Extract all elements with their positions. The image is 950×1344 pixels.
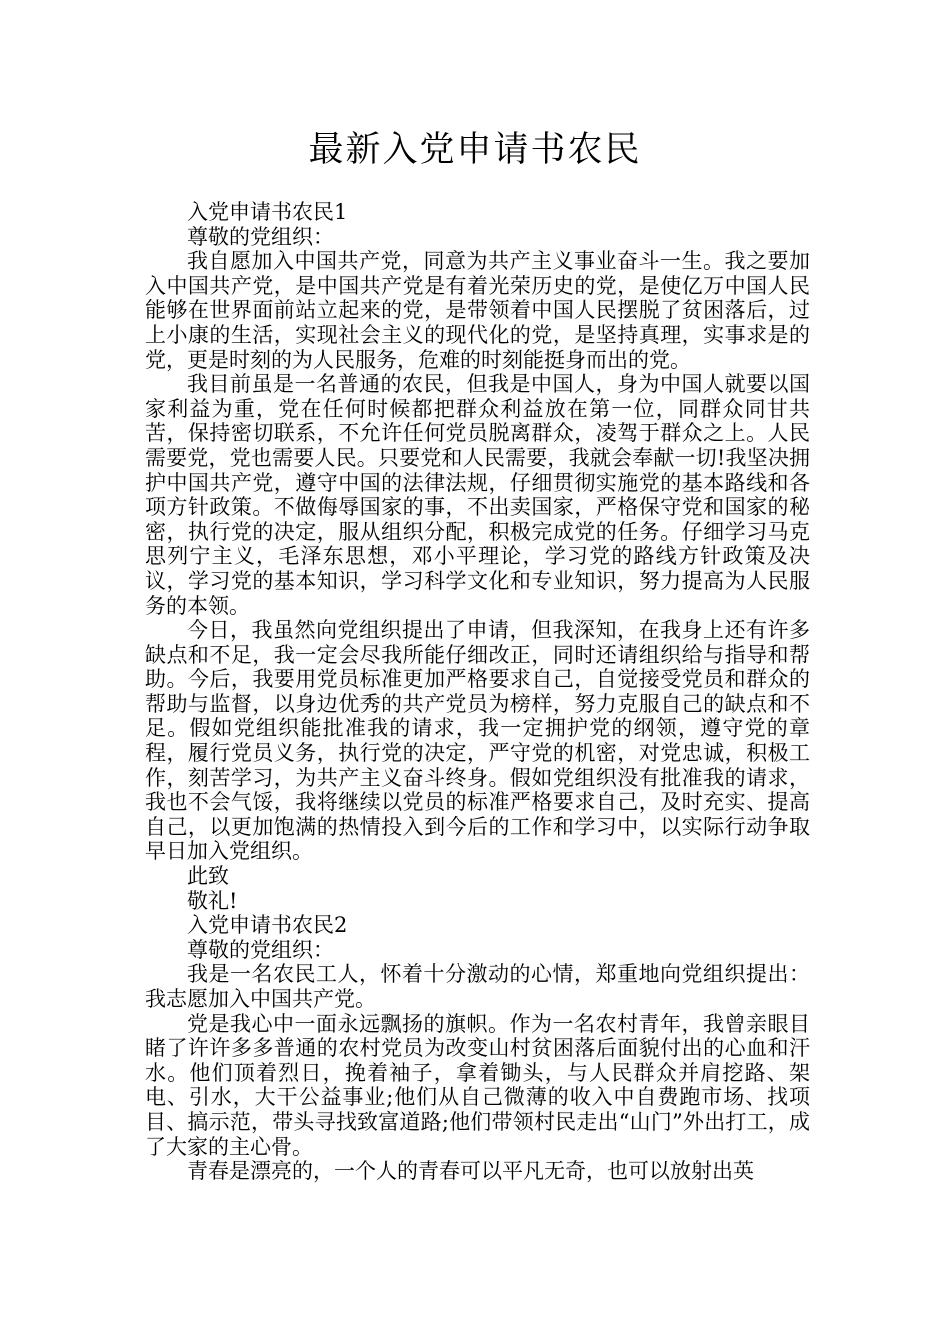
paragraph: 今日，我虽然向党组织提出了申请，但我深知，在我身上还有许多缺点和不足，我一定会尽我所能仔细改正，同时还请组织给与指导和帮助。今后，我要用党员标准更加严格要求自己，自觉接受党员和群众的帮助与监督，以身边优秀的共产党员为榜样，努力克服自己的缺点和不足。假如党组织能批准我的请求，我一定拥护党的纲领，遵守党的章程，履行党员义务，执行党的决定，严守党的机密，对党忠诚，积极工作，刻苦学习，为共产主义奋斗终身。假如党组织没有批准我的请求，我也不会气馁，我将继续以党员的标准严格要求自己，及时充实、提高自己，以更加饱满的热情投入到今后的工作和学习中，以实际行动争取早日加入党组织。 [145,618,810,864]
closing: 此致 [187,864,229,889]
salutation: 尊敬的党组织： [187,224,334,249]
closing: 敬礼! [187,888,238,913]
paragraph: 青春是漂亮的，一个人的青春可以平凡无奇，也可以放射出英 [187,1159,754,1184]
paragraph: 我是一名农民工人，怀着十分激动的心情，郑重地向党组织提出：我志愿加入中国共产党。 [145,962,810,1011]
document-body [145,200,810,1184]
salutation: 尊敬的党组织： [187,937,334,962]
paragraph: 我自愿加入中国共产党，同意为共产主义事业奋斗一生。我之要加入中国共产党，是中国共产党是有着光荣历史的党，是使亿万中国人民能够在世界面前站立起来的党，是带领着中国人民摆脱了贫困落后，过上小康的生活，实现社会主义的现代化的党，是坚持真理，实事求是的党，更是时刻的为人民服务，危难的时刻能挺身而出的党。 [145,249,810,372]
paragraph: 党是我心中一面永远飘扬的旗帜。作为一名农村青年，我曾亲眼目睹了许许多多普通的农村党员为改变山村贫困落后面貌付出的心血和汗水。他们顶着烈日，挽着袖子，拿着锄头，与人民群众并肩挖路、架电、引水，大干公益事业;他们从自己微薄的收入中自费跑市场、找项目、搞示范，带头寻找致富道路;他们带领村民走出“山门”外出打工，成了大家的主心骨。 [145,1011,810,1159]
section-heading: 入党申请书农民1 [187,200,348,224]
paragraph: 我目前虽是一名普通的农民，但我是中国人，身为中国人就要以国家利益为重，党在任何时候都把群众利益放在第一位，同群众同甘共苦，保持密切联系，不允许任何党员脱离群众，凌驾于群众之上。人民需要党，党也需要人民。只要党和人民需要，我就会奉献一切!我坚决拥护中国共产党，遵守中国的法律法规，仔细贯彻实施党的基本路线和各项方针政策。不做侮辱国家的事，不出卖国家，严格保守党和国家的秘密，执行党的决定，服从组织分配，积极完成党的任务。仔细学习马克思列宁主义，毛泽东思想，邓小平理论，学习党的路线方针政策及决议，学习党的基本知识，学习科学文化和专业知识，努力提高为人民服务的本领。 [145,372,810,618]
document-title: 最新入党申请书农民 [308,130,642,170]
section-heading: 入党申请书农民2 [187,913,348,938]
